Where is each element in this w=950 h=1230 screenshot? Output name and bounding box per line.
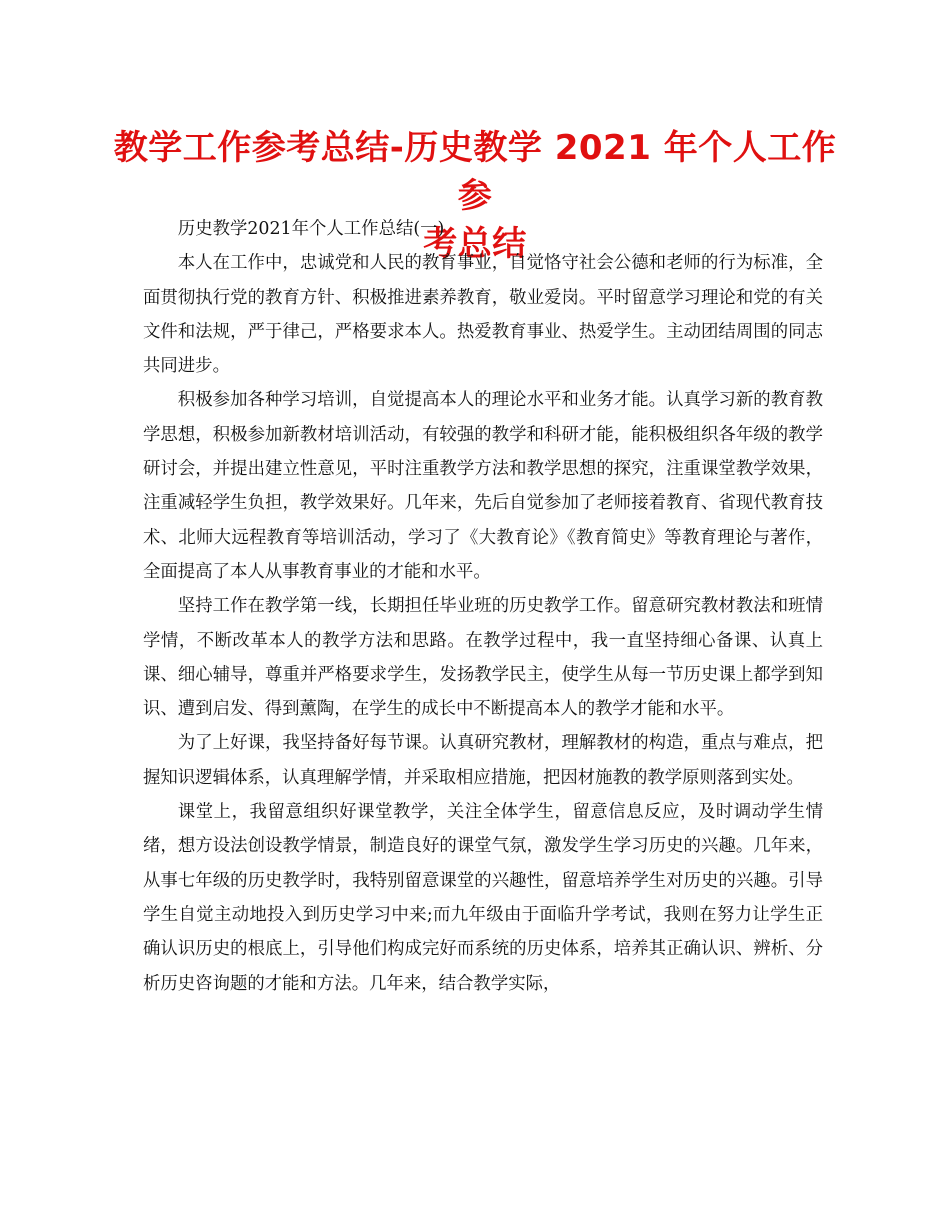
paragraph-4: 为了上好课，我坚持备好每节课。认真研究教材，理解教材的构造，重点与难点，把握知识逻辑体系，认真理解学情，并采取相应措施，把因材施教的教学原则落到实处。 (143, 733, 823, 788)
document-body (143, 212, 823, 1001)
section-subtitle: 历史教学2021年个人工作总结(一) (177, 219, 445, 239)
paragraph-1: 本人在工作中，忠诚党和人民的教育事业，自觉恪守社会公德和老师的行为标准，全面贯彻执行党的教育方针、积极推进素养教育，敬业爱岗。平时留意学习理论和党的有关文件和法规，严于律己，严格要求本人。热爱教育事业、热爱学生。主动团结周围的同志共同进步。 (143, 253, 823, 377)
document-title-line1: 教学工作参考总结-历史教学 2021 年个人工作参 (113, 128, 837, 216)
paragraph-5: 课堂上，我留意组织好课堂教学，关注全体学生，留意信息反应，及时调动学生情绪，想方设法创设教学情景，制造良好的课堂气氛，激发学生学习历史的兴趣。几年来，从事七年级的历史教学时，我特别留意课堂的兴趣性，留意培养学生对历史的兴趣。引导学生自觉主动地投入到历史学习中来;而九年级由于面临升学考试，我则在努力让学生正确认识历史的根底上，引导他们构成完好而系统的历史体系，培养其正确认识、辨析、分析历史咨询题的才能和方法。几年来，结合教学实际， (143, 802, 823, 994)
paragraph-2: 积极参加各种学习培训，自觉提高本人的理论水平和业务才能。认真学习新的教育教学思想，积极参加新教材培训活动，有较强的教学和科研才能，能积极组织各年级的教学研讨会，并提出建立性意见，平时注重教学方法和教学思想的探究，注重课堂教学效果，注重减轻学生负担，教学效果好。几年来，先后自觉参加了老师接着教育、省现代教育技术、北师大远程教育等培训活动，学习了《大教育论》《教育简史》等教育理论与著作，全面提高了本人从事教育事业的才能和水平。 (143, 390, 823, 582)
document-title-line2: 考总结 (423, 224, 527, 264)
paragraph-3: 坚持工作在教学第一线，长期担任毕业班的历史教学工作。留意研究教材教法和班情学情，不断改革本人的教学方法和思路。在教学过程中，我一直坚持细心备课、认真上课、细心辅导，尊重并严格要求学生，发扬教学民主，使学生从每一节历史课上都学到知识、遭到启发、得到薰陶，在学生的成长中不断提高本人的教学才能和水平。 (143, 596, 823, 720)
